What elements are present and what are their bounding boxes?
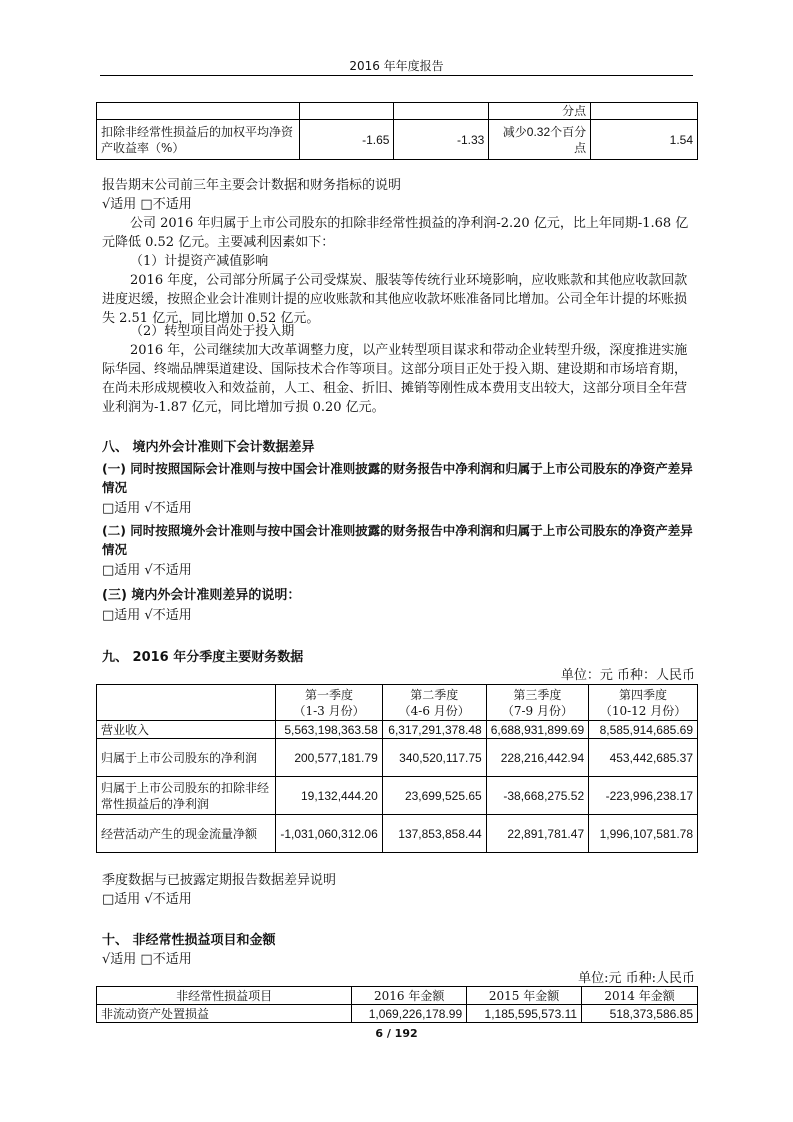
notes-item2-title: （2）转型项目尚处于投入期: [130, 324, 295, 339]
col-q4-header: 第四季度 （10-12 月份）: [589, 685, 698, 721]
change-cell: 减少0.32个百分点: [489, 120, 591, 160]
table-row: [97, 1005, 698, 1023]
table-row: [97, 739, 698, 777]
section8-sub2-title: (二) 同时按照境外会计准则与按中国会计准则披露的财务报告中净利润和归属于上市公司股东的净资产差异情况: [102, 523, 693, 557]
page-header-title: 2016 年年度报告: [349, 59, 444, 73]
col-header: 2015 年金额: [467, 987, 582, 1005]
notes-title: 报告期末公司前三年主要会计数据和财务指标的说明: [102, 178, 402, 193]
row-label: 归属于上市公司股东的净利润: [97, 739, 276, 777]
notes-paragraph-1: 公司 2016 年归属于上市公司股东的扣除非经常性损益的净利润-2.20 亿元，比上年同期-1.68 亿元降低 0.52 亿元。主要减利因素如下：: [102, 216, 689, 250]
notes-item2-text: 2016 年，公司继续加大改革调整力度，以产业转型项目谋求和带动企业转型升级，深度推进实施际华园、终端品牌渠道建设、国际技术合作等项目。这部分项目正处于投入期、建设期和市场培育期，在尚未形成规模收入和效益前，人工、租金、折旧、摊销等刚性成本费用支出较大，这部分项目全年营业利润为-1.87 亿元，同比增加亏损 0.20 亿元。: [102, 343, 688, 415]
cell-value: 340,520,117.75: [382, 739, 486, 777]
col-header: 2014 年金额: [582, 987, 698, 1005]
col-q3-header: 第三季度 （7-9 月份）: [486, 685, 588, 721]
cell-value: 1,069,226,178.99: [352, 1005, 467, 1023]
row-label: 营业收入: [97, 721, 276, 739]
row-label: 归属于上市公司股东的扣除非经常性损益后的净利润: [97, 777, 276, 815]
section8-sub3-applicable: □适用 √不适用: [102, 608, 192, 623]
table-row: [97, 721, 698, 739]
cell-value: -1,031,060,312.06: [276, 815, 382, 853]
col-q2-header: 第二季度 （4-6 月份）: [382, 685, 486, 721]
row-label: 非流动资产处置损益: [97, 1005, 352, 1023]
value-2015: -1.33: [394, 120, 489, 160]
change-cell-cont: 分点: [489, 103, 591, 120]
section10-heading: 十、 非经常性损益项目和金额: [102, 933, 276, 948]
header-divider: [100, 75, 693, 76]
notes-item1-title: （1）计提资产减值影响: [130, 254, 269, 269]
table-header-row: [97, 987, 698, 1005]
section9-note-title: 季度数据与已披露定期报告数据差异说明: [102, 873, 337, 888]
col-q1-header: 第一季度 （1-3 月份）: [276, 685, 382, 721]
table-row: [97, 777, 698, 815]
row-label: 扣除非经常性损益后的加权平均净资产收益率（%）: [97, 120, 300, 160]
row-label: 经营活动产生的现金流量净额: [97, 815, 276, 853]
key-indicators-table: [96, 102, 698, 160]
col-header: 非经常性损益项目: [97, 987, 352, 1005]
table-row: [97, 103, 698, 120]
section10-unit: 单位:元 币种:人民币: [578, 971, 695, 986]
value-2016: -1.65: [299, 120, 394, 160]
cell-value: 1,185,595,573.11: [467, 1005, 582, 1023]
cell-value: 228,216,442.94: [486, 739, 588, 777]
cell-value: 6,688,931,899.69: [486, 721, 588, 739]
cell-value: 453,442,685.37: [589, 739, 698, 777]
cell-value: 19,132,444.20: [276, 777, 382, 815]
cell-value: 8,585,914,685.69: [589, 721, 698, 739]
notes-item1-text: 2016 年度，公司部分所属子公司受煤炭、服装等传统行业环境影响，应收账款和其他应收款回款进度迟缓，按照企业会计准则计提的应收账款和其他应收款坏账准备同比增加。公司全年计提的坏账损失 2.51 亿元，同比增加 0.52 亿元。: [102, 273, 688, 326]
cell-value: 22,891,781.47: [486, 815, 588, 853]
cell-value: 1,996,107,581.78: [589, 815, 698, 853]
section9-unit: 单位：元 币种：人民币: [560, 668, 695, 683]
cell-value: 137,853,858.44: [382, 815, 486, 853]
section8-sub1-title: (一) 同时按照国际会计准则与按中国会计准则披露的财务报告中净利润和归属于上市公司股东的净资产差异情况: [102, 461, 693, 495]
table-row: [97, 815, 698, 853]
quarterly-data-table: [96, 684, 698, 853]
cell-value: 5,563,198,363.58: [276, 721, 382, 739]
page-number: 6 / 192: [375, 1027, 418, 1040]
section9-heading: 九、 2016 年分季度主要财务数据: [102, 650, 304, 665]
section9-note-applicable: □适用 √不适用: [102, 892, 192, 907]
section8-sub2-applicable: □适用 √不适用: [102, 563, 192, 578]
table-row: [97, 120, 698, 160]
col-header: 2016 年金额: [352, 987, 467, 1005]
section8-sub1-applicable: □适用 √不适用: [102, 501, 192, 516]
cell-value: -38,668,275.52: [486, 777, 588, 815]
cell-value: 6,317,291,378.48: [382, 721, 486, 739]
notes-applicable: √适用 □不适用: [102, 197, 192, 212]
section10-applicable: √适用 □不适用: [102, 952, 192, 967]
cell-value: 23,699,525.65: [382, 777, 486, 815]
cell-value: 200,577,181.79: [276, 739, 382, 777]
section8-sub3-title: (三) 境内外会计准则差异的说明：: [102, 588, 301, 603]
value-2014: 1.54: [591, 120, 698, 160]
cell-value: 518,373,586.85: [582, 1005, 698, 1023]
table-header-row: [97, 685, 698, 721]
cell-value: -223,996,238.17: [589, 777, 698, 815]
section8-heading: 八、 境内外会计准则下会计数据差异: [102, 440, 315, 455]
non-recurring-table: [96, 986, 698, 1023]
